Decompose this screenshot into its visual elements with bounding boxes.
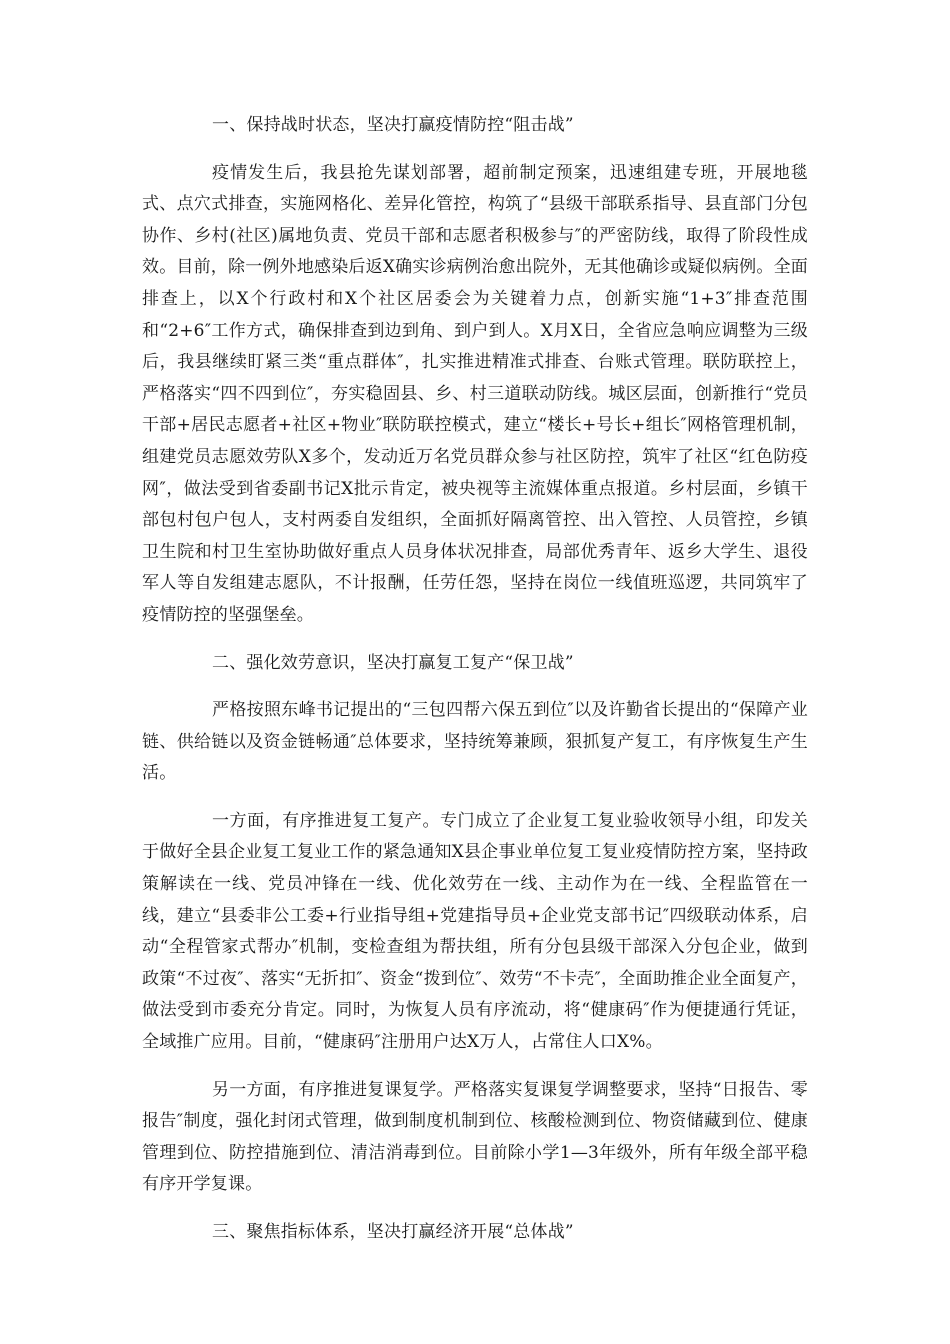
section-2-heading: 二、强化效劳意识，坚决打赢复工复产“保卫战” (212, 652, 574, 673)
section-1-heading: 一、保持战时状态，坚决打赢疫情防控“阻击战” (212, 115, 574, 135)
section-2-paragraph-1: 严格按照东峰书记提出的“三包四帮六保五到位″以及许勤省长提出的“保障产业链、供给链以及资金链畅通″总体要求，坚持统筹兼顾，狠抓复产复工，有序恢复生产生活。 (142, 700, 808, 784)
section-3-heading: 三、聚焦指标体系，坚决打赢经济开展“总体战” (212, 1222, 574, 1242)
section-2-paragraph-3: 另一方面，有序推进复课复学。严格落实复课复学调整要求，坚持“日报告、零报告″制度，强化封闭式管理，做到制度机制到位、核酸检测到位、物资储藏到位、健康管理到位、防控措施到位、清洁消毒到位。目前除小学1—3年级外，所有年级全部平稳有序开学复课。 (142, 1079, 808, 1195)
document-body (142, 110, 808, 1249)
section-2-paragraph-2: 一方面，有序推进复工复产。专门成立了企业复工复业验收领导小组，印发关于做好全县企业复工复业工作的紧急通知X县企事业单位复工复业疫情防控方案，坚持政策解读在一线、党员冲锋在一线、优化效劳在一线、主动作为在一线、全程监管在一线，建立“县委非公工委+行业指导组+党建指导员+企业党支部书记″四级联动体系，启动“全程管家式帮办″机制，变检查组为帮扶组，所有分包县级干部深入分包企业，做到政策“不过夜″、落实“无折扣″、资金“拨到位″、效劳“不卡壳″，全面助推企业全面复产，做法受到市委充分肯定。同时，为恢复人员有序流动，将“健康码″作为便捷通行凭证，全域推广应用。目前，“健康码″注册用户达X万人，占常住人口X%。 (142, 810, 808, 1053)
section-1-paragraph-1: 疫情发生后，我县抢先谋划部署，超前制定预案，迅速组建专班，开展地毯式、点穴式排查，实施网格化、差异化管控，构筑了“县级干部联系指导、县直部门分包协作、乡村(社区)属地负责、党员干部和志愿者积极参与″的严密防线，取得了阶段性成效。目前，除一例外地感染后返X确实诊病例治愈出院外，无其他确诊或疑似病例。全面排查上，以X个行政村和X个社区居委会为关键着力点，创新实施“1+3″排查范围和“2+6″工作方式，确保排查到边到角、到户到人。X月X日，全省应急响应调整为三级后，我县继续盯紧三类“重点群体″，扎实推进精准式排查、台账式管理。联防联控上，严格落实“四不四到位″，夯实稳固县、乡、村三道联动防线。城区层面，创新推行“党员干部+居民志愿者+社区+物业″联防联控模式，建立“楼长+号长+组长″网格管理机制，组建党员志愿效劳队X多个，发动近万名党员群众参与社区防控，筑牢了社区“红色防疫网″，做法受到省委副书记X批示肯定，被央视等主流媒体重点报道。乡村层面，乡镇干部包村包户包人，支村两委自发组织，全面抓好隔离管控、出入管控、人员管控，乡镇卫生院和村卫生室协助做好重点人员身体状况排查，局部优秀青年、返乡大学生、退役军人等自发组建志愿队，不计报酬，任劳任怨，坚持在岗位一线值班巡逻，共同筑牢了疫情防控的坚强堡垒。 (142, 162, 808, 625)
